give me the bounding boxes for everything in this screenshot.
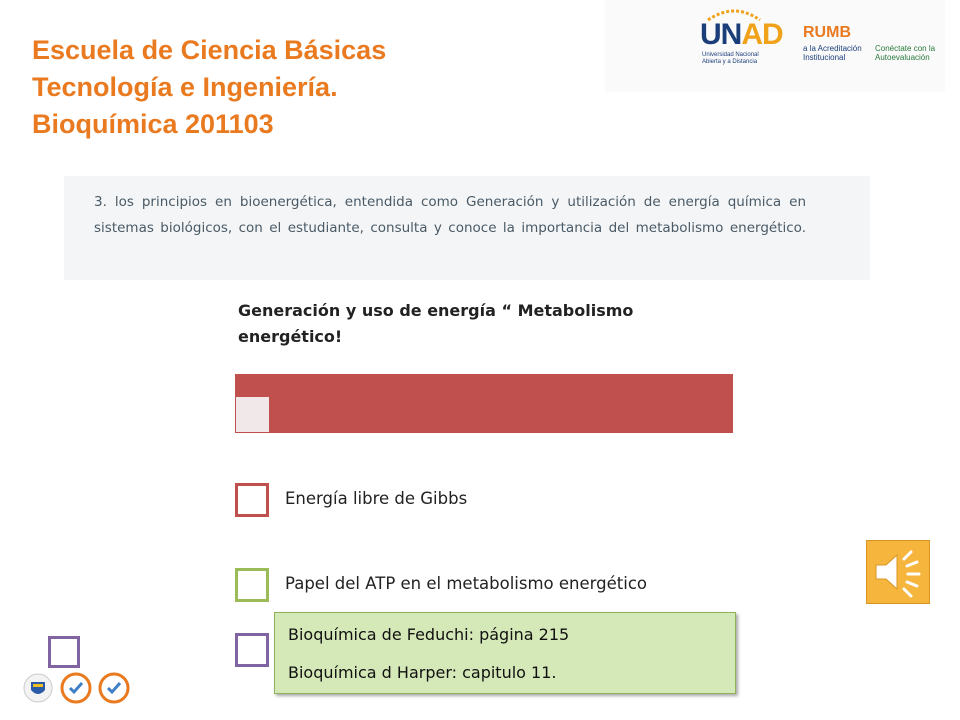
rumbo-title: RUMB xyxy=(803,24,851,41)
rumbo-right-2: Autoevaluación xyxy=(875,53,930,62)
sgs-cert-icon xyxy=(60,672,92,704)
rumbo-right-1: Conéctate con la xyxy=(875,44,936,53)
rumbo-logo xyxy=(803,24,948,64)
title-bar-box xyxy=(236,397,269,432)
rumbo-line-2: Institucional xyxy=(803,53,846,62)
unad-ad: AD xyxy=(741,18,783,51)
item-gibbs[interactable]: Energía libre de Gibbs xyxy=(285,489,468,508)
references-box xyxy=(274,612,736,694)
item-atp[interactable]: Papel del ATP en el metabolismo energético xyxy=(285,574,647,593)
title-line-1: Escuela de Ciencia Básicas xyxy=(32,35,387,65)
objective-banner xyxy=(64,176,870,280)
objective-text: 3. los principios en bioenergética, entendida como Generación y utilización de energía química en sistemas biológicos, con el estudiante, consulta y conoce la importancia del metabolismo energético. xyxy=(94,194,806,236)
nav-square[interactable] xyxy=(48,636,80,668)
title-line-3: Bioquímica 201103 xyxy=(32,109,274,139)
logo-header xyxy=(605,0,945,92)
section-heading: Generación y uso de energía “ Metabolismo energético! xyxy=(238,301,634,346)
unad-logo xyxy=(700,12,783,72)
unad-subtitle-2: Abierta y a Distancia xyxy=(702,59,758,65)
item-bullet-green xyxy=(235,568,269,602)
colombia-shield-icon xyxy=(22,672,54,704)
item-bullet-red xyxy=(235,483,269,517)
unad-u: U xyxy=(700,18,721,51)
reference-harper: Bioquímica d Harper: capitulo 11. xyxy=(288,663,557,682)
speaker-glyph-icon xyxy=(867,541,929,603)
reference-feduchi: Bioquímica de Feduchi: página 215 xyxy=(288,625,570,644)
title-line-2: Tecnología e Ingeniería. xyxy=(32,72,338,102)
title-bar xyxy=(234,373,734,434)
speaker-icon[interactable] xyxy=(866,540,930,604)
unad-subtitle-1: Universidad Nacional xyxy=(702,52,759,58)
sgs-cert-icon xyxy=(98,672,130,704)
unad-n: N xyxy=(720,18,742,51)
item-bullet-purple xyxy=(235,633,269,667)
rumbo-line-1: a la Acreditación xyxy=(803,44,862,53)
page-title xyxy=(32,32,552,143)
